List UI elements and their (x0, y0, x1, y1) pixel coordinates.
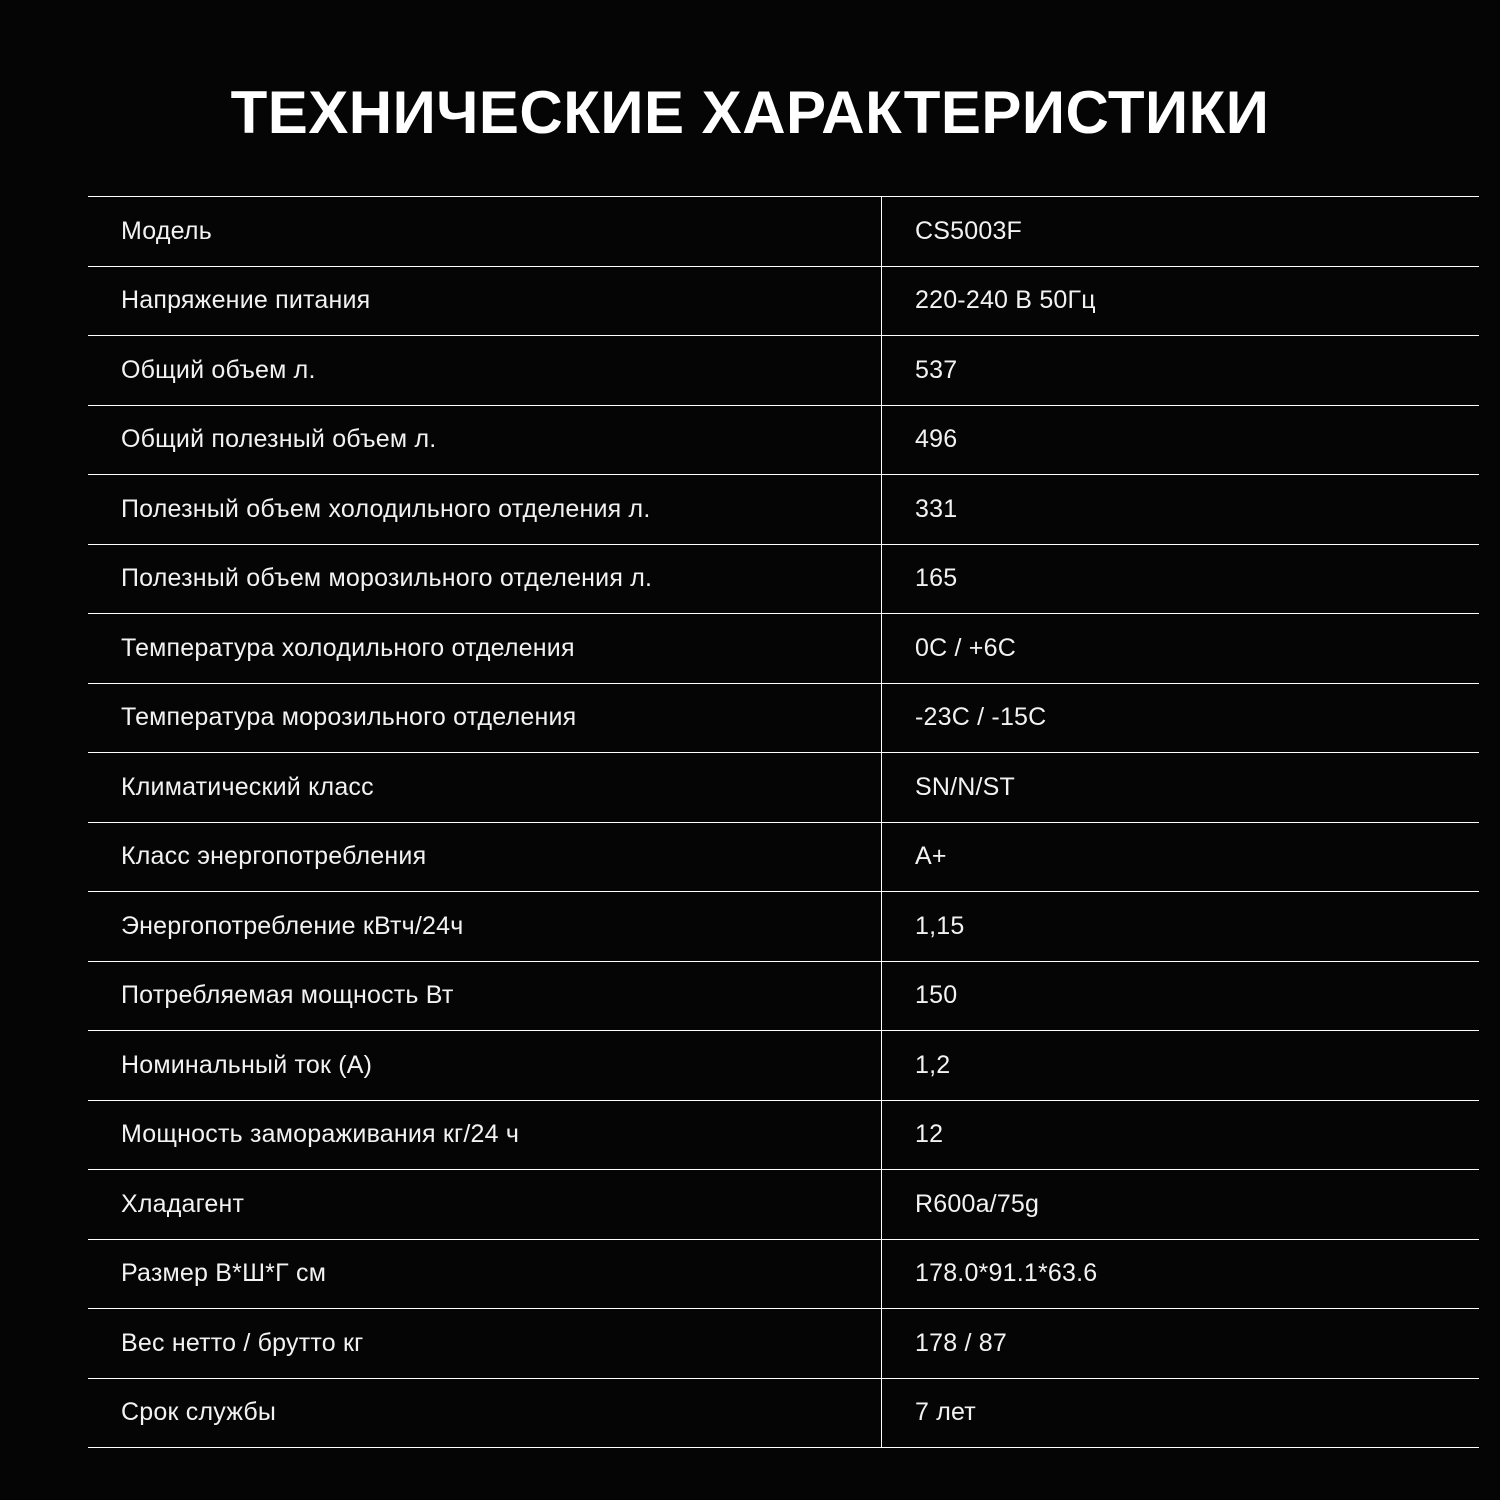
table-row (88, 961, 1479, 1031)
spec-parameter-cell: Номинальный ток (А) (88, 1031, 882, 1101)
table-row (88, 683, 1479, 753)
specifications-table-body (88, 197, 1479, 1448)
spec-parameter-cell: Климатический класс (88, 753, 882, 823)
spec-parameter-cell: Потребляемая мощность Вт (88, 961, 882, 1031)
spec-parameter-cell: Полезный объем морозильного отделения л. (88, 544, 882, 614)
table-row (88, 614, 1479, 684)
table-row (88, 1031, 1479, 1101)
table-row (88, 266, 1479, 336)
table-row (88, 822, 1479, 892)
spec-parameter-cell: Размер В*Ш*Г см (88, 1239, 882, 1309)
table-row (88, 1100, 1479, 1170)
spec-value-cell: 165 (882, 544, 1480, 614)
specifications-table (88, 196, 1479, 1448)
spec-parameter-cell: Хладагент (88, 1170, 882, 1240)
page-title: ТЕХНИЧЕСКИЕ ХАРАКТЕРИСТИКИ (230, 79, 1270, 146)
table-row (88, 1239, 1479, 1309)
spec-value-cell: 150 (882, 961, 1480, 1031)
spec-value-cell: 7 лет (882, 1378, 1480, 1448)
table-row (88, 1309, 1479, 1379)
table-row (88, 336, 1479, 406)
spec-value-cell: 0С / +6С (882, 614, 1480, 684)
spec-value-cell: А+ (882, 822, 1480, 892)
table-row (88, 197, 1479, 267)
spec-value-cell: 220-240 В 50Гц (882, 266, 1480, 336)
spec-value-cell: 331 (882, 475, 1480, 545)
table-row (88, 475, 1479, 545)
spec-value-cell: 12 (882, 1100, 1480, 1170)
spec-value-cell: 1,2 (882, 1031, 1480, 1101)
table-row (88, 405, 1479, 475)
spec-value-cell: R600a/75g (882, 1170, 1480, 1240)
spec-value-cell: 178.0*91.1*63.6 (882, 1239, 1480, 1309)
spec-parameter-cell: Модель (88, 197, 882, 267)
spec-value-cell: -23С / -15С (882, 683, 1480, 753)
spec-parameter-cell: Энергопотребление кВтч/24ч (88, 892, 882, 962)
spec-parameter-cell: Мощность замораживания кг/24 ч (88, 1100, 882, 1170)
spec-value-cell: 1,15 (882, 892, 1480, 962)
spec-parameter-cell: Напряжение питания (88, 266, 882, 336)
spec-parameter-cell: Срок службы (88, 1378, 882, 1448)
spec-value-cell: 178 / 87 (882, 1309, 1480, 1379)
spec-parameter-cell: Общий объем л. (88, 336, 882, 406)
spec-value-cell: SN/N/ST (882, 753, 1480, 823)
table-row (88, 544, 1479, 614)
spec-value-cell: 537 (882, 336, 1480, 406)
table-row (88, 1378, 1479, 1448)
spec-parameter-cell: Общий полезный объем л. (88, 405, 882, 475)
spec-parameter-cell: Температура морозильного отделения (88, 683, 882, 753)
spec-parameter-cell: Полезный объем холодильного отделения л. (88, 475, 882, 545)
spec-value-cell: 496 (882, 405, 1480, 475)
spec-parameter-cell: Вес нетто / брутто кг (88, 1309, 882, 1379)
spec-parameter-cell: Температура холодильного отделения (88, 614, 882, 684)
table-row (88, 1170, 1479, 1240)
spec-parameter-cell: Класс энергопотребления (88, 822, 882, 892)
spec-value-cell: CS5003F (882, 197, 1480, 267)
table-row (88, 892, 1479, 962)
table-row (88, 753, 1479, 823)
